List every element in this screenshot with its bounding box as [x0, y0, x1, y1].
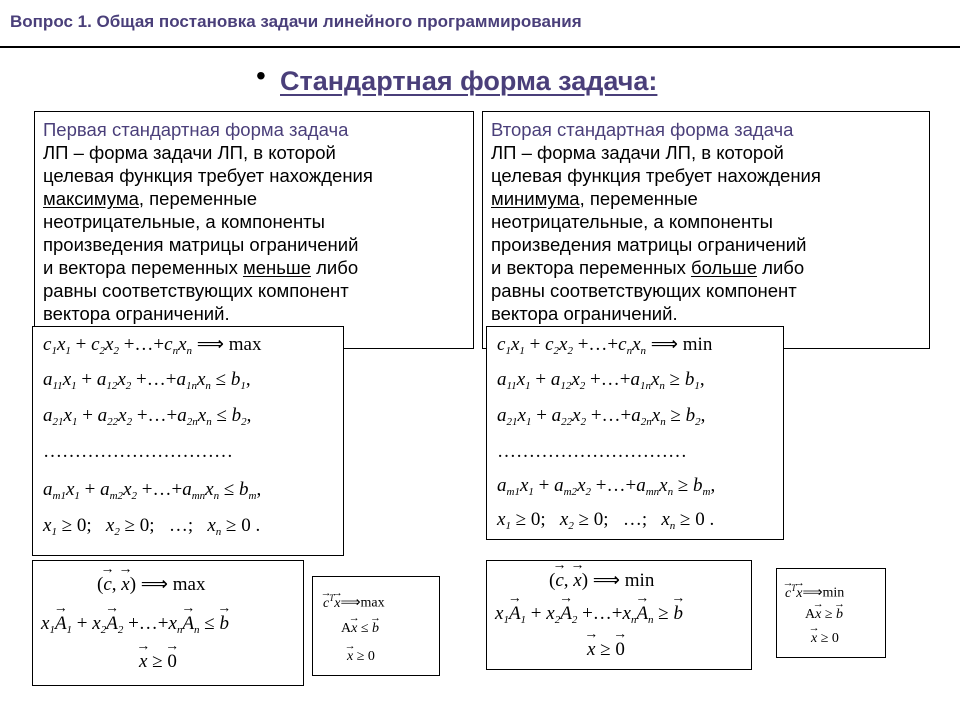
matrix-nonnegativity-line: → x ≥ 0: [347, 649, 375, 665]
matrix-objective-min-line: → $c^T\to$ x⟹min: [785, 583, 844, 602]
objective-min-line: $c_1x_1 + c_2x_2$ $+\dots+c_nx_n$ ⟹ min: [497, 334, 713, 357]
vector-constraint-line: $x_1\to A_1 + x_2\to A_2$ $+\dots+x_n\to A_n$ ≤ → b: [41, 613, 229, 636]
definition-line: целевая функция требует нахождения: [491, 165, 821, 186]
max-matrix-form: [312, 576, 440, 676]
scalar-product-max-line: (→ c, → x) ⟹ max: [97, 573, 206, 596]
constraint-m-line: $a_{m1}x_1 + a_{m2}x_2$ $+\dots+a_{mn}x_n \ge b_m$,: [497, 475, 716, 498]
underlined-term: максимума: [43, 188, 139, 209]
constraint-2-line: $a_{21}x_1 + a_{22}x_2$ $+\dots+a_{2n}x_n \le b_2$,: [43, 405, 252, 428]
vector-nonnegativity-line: → x ≥ → 0: [139, 651, 177, 673]
first-standard-form-definition: [34, 111, 474, 349]
definition-text: либо: [757, 257, 805, 278]
definition-line: целевая функция требует нахождения: [43, 165, 373, 186]
objective-max-line: $c_1x_1 + c_2x_2$ $+\dots+c_nx_n$ ⟹ max: [43, 334, 262, 357]
min-label: min: [822, 585, 845, 601]
vector-nonnegativity-line: → x ≥ → 0: [587, 639, 625, 661]
nonnegativity-line: $x_1 \ge 0$; $x_2 \ge 0$; …; $x_n \ge 0$ .: [497, 509, 715, 532]
definition-line: [43, 187, 465, 210]
slide-header: [0, 0, 960, 46]
constraint-1-line: $a_{11}x_1 + a_{12}x_2$ $+\dots+a_{1n}x_n \ge b_1$,: [497, 369, 705, 392]
constraint-2-line: $a_{21}x_1 + a_{22}x_2$ $+\dots+a_{2n}x_n \ge b_2$,: [497, 405, 706, 428]
header-divider: [0, 46, 960, 48]
constraint-1-line: $a_{11}x_1 + a_{12}x_2$ $+\dots+a_{1n}x_n \le b_1$,: [43, 369, 251, 392]
max-form-system: [32, 326, 344, 556]
matrix-a-label: A: [341, 621, 352, 636]
second-standard-form-definition: [482, 111, 930, 349]
definition-line: неотрицательные, а компоненты: [491, 211, 773, 232]
scalar-product-min-line: (→ c, → x) ⟹ min: [549, 569, 654, 592]
definition-text: , переменные: [138, 188, 258, 209]
matrix-constraint-line: A→ x ≥ → b: [805, 607, 843, 623]
definition-line: вектора ограничений.: [491, 303, 678, 324]
definition-line: неотрицательные, а компоненты: [43, 211, 325, 232]
min-form-system: [486, 326, 784, 540]
definition-line: равны соответствующих компонент: [43, 280, 349, 301]
underlined-term: больше: [690, 257, 758, 278]
definition-line: [43, 256, 465, 279]
matrix-constraint-line: A→ x ≤ → b: [341, 621, 379, 637]
definition-line: Первая стандартная форма задача: [43, 119, 349, 140]
definition-text: либо: [310, 257, 359, 278]
min-vector-form: [486, 560, 752, 670]
max-label: max: [360, 595, 385, 611]
min-matrix-form: [776, 568, 886, 658]
definition-line: ЛП – форма задачи ЛП, в которой: [491, 142, 784, 163]
slide-title: Вопрос 1. Общая постановка задачи линейного программирования: [10, 12, 582, 31]
constraint-m-line: $a_{m1}x_1 + a_{m2}x_2$ $+\dots+a_{mn}x_n \le b_m$,: [43, 479, 262, 502]
underlined-term: минимума: [491, 188, 580, 209]
definition-line: [491, 187, 921, 210]
max-label: max: [172, 574, 206, 595]
ellipsis-line: …………………………: [497, 441, 687, 462]
vector-constraint-line: $x_1\to A_1 + x_2\to A_2$ $+\dots+x_n\to A_n$ ≥ → b: [495, 603, 683, 626]
definition-text: , переменные: [579, 188, 698, 209]
section-subtitle: Стандартная форма задача:: [280, 66, 658, 96]
definition-text: и вектора переменных: [43, 257, 243, 278]
definition-line: ЛП – форма задачи ЛП, в которой: [43, 142, 336, 163]
definition-line: [491, 256, 921, 279]
max-label: max: [228, 334, 262, 355]
definition-line: вектора ограничений.: [43, 303, 230, 324]
max-vector-form: [32, 560, 304, 686]
definition-line: произведения матрицы ограничений: [491, 234, 807, 255]
nonnegativity-line: $x_1 \ge 0$; $x_2 \ge 0$; …; $x_n \ge 0$ .: [43, 515, 261, 538]
matrix-objective-max-line: → $c^T\to$ x⟹max: [323, 593, 385, 612]
matrix-a-label: A: [805, 607, 816, 622]
definition-line: равны соответствующих компонент: [491, 280, 797, 301]
matrix-nonnegativity-line: → x ≥ 0: [811, 631, 839, 647]
min-label: min: [624, 570, 655, 591]
definition-line: Вторая стандартная форма задача: [491, 119, 794, 140]
bullet-icon: •: [256, 60, 266, 91]
min-label: min: [682, 334, 713, 355]
underlined-term: меньше: [242, 257, 311, 278]
definition-text: и вектора переменных: [491, 257, 691, 278]
ellipsis-line: …………………………: [43, 441, 233, 462]
definition-line: произведения матрицы ограничений: [43, 234, 359, 255]
